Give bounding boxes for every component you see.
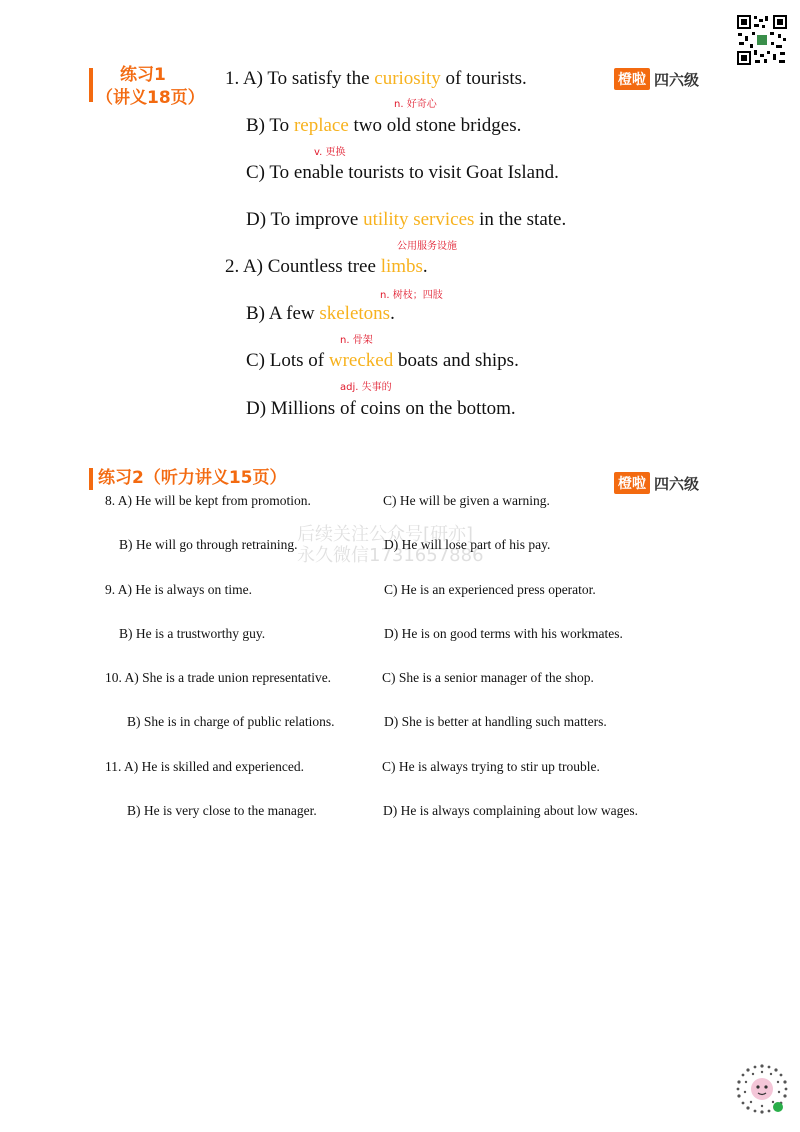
q11-option-c: C) He is always trying to stir up trouble. [382, 759, 600, 774]
q8-option-a: 8. A) He will be kept from promotion. [105, 493, 311, 508]
brand-badge [614, 68, 699, 90]
q11-option-b: B) He is very close to the manager. [127, 803, 317, 818]
q9-option-d: D) He is on good terms with his workmates. [384, 626, 623, 641]
q2-option-a: 2. A) Countless tree limbs. [225, 256, 428, 277]
q8-option-b: B) He will go through retraining. [119, 537, 298, 552]
q11-option-d: D) He is always complaining about low wages. [383, 803, 638, 818]
q2-option-c: C) Lots of wrecked boats and ships. [246, 350, 519, 371]
q8-option-d: D) He will lose part of his pay. [384, 537, 551, 552]
q1-option-c: C) To enable tourists to visit Goat Island. [246, 162, 559, 183]
q9-option-c: C) He is an experienced press operator. [384, 582, 596, 597]
highlight-word: wrecked [328, 350, 394, 371]
section2-title: 练习2（听力讲义15页） [98, 468, 287, 488]
highlight-word: utility services [363, 209, 475, 230]
section1-accent-bar [89, 68, 93, 102]
q10-option-c: C) She is a senior manager of the shop. [382, 670, 594, 685]
q2-c-note: adj. 失事的 [340, 382, 392, 393]
highlight-word: curiosity [374, 68, 441, 89]
q2-option-b: B) A few skeletons. [246, 303, 395, 324]
qr-code-icon [736, 14, 788, 66]
q2-option-d: D) Millions of coins on the bottom. [246, 398, 516, 419]
q10-option-d: D) She is better at handling such matters. [384, 714, 607, 729]
q8-option-c: C) He will be given a warning. [383, 493, 550, 508]
q1-b-note: v. 更换 [314, 147, 346, 158]
brand-badge [614, 472, 699, 494]
q9-option-a: 9. A) He is always on time. [105, 582, 252, 597]
section1-title: 练习1 [120, 65, 166, 85]
highlight-word: replace [293, 115, 349, 136]
q2-b-note: n. 骨架 [340, 335, 373, 346]
brand-box: 橙啦 [614, 472, 650, 494]
q1-option-d: D) To improve utility services in the state. [246, 209, 567, 230]
q1-option-a: 1. A) To satisfy the curiosity of tourists. [225, 68, 527, 89]
highlight-word: limbs [380, 256, 423, 277]
brand-text: 四六级 [654, 474, 700, 493]
q10-option-b: B) She is in charge of public relations. [127, 714, 335, 729]
section1-title-page: （讲义18页） [96, 88, 205, 108]
q2-a-note: n. 树枝；四肢 [380, 290, 443, 301]
q11-option-a: 11. A) He is skilled and experienced. [105, 759, 304, 774]
q10-option-a: 10. A) She is a trade union representative. [105, 670, 332, 685]
brand-text: 四六级 [654, 70, 700, 89]
q1-a-note: n. 好奇心 [394, 99, 437, 110]
q1-d-note: 公用服务设施 [397, 241, 457, 252]
brand-box: 橙啦 [614, 68, 650, 90]
watermark: 后续关注公众号[研亦] 永久微信1731657886 [297, 524, 484, 566]
q1-option-b: B) To replace two old stone bridges. [246, 115, 522, 136]
q9-option-b: B) He is a trustworthy guy. [119, 626, 266, 641]
highlight-word: skeletons [319, 303, 391, 324]
section2-accent-bar [89, 468, 93, 490]
mini-program-code-icon [735, 1062, 789, 1116]
